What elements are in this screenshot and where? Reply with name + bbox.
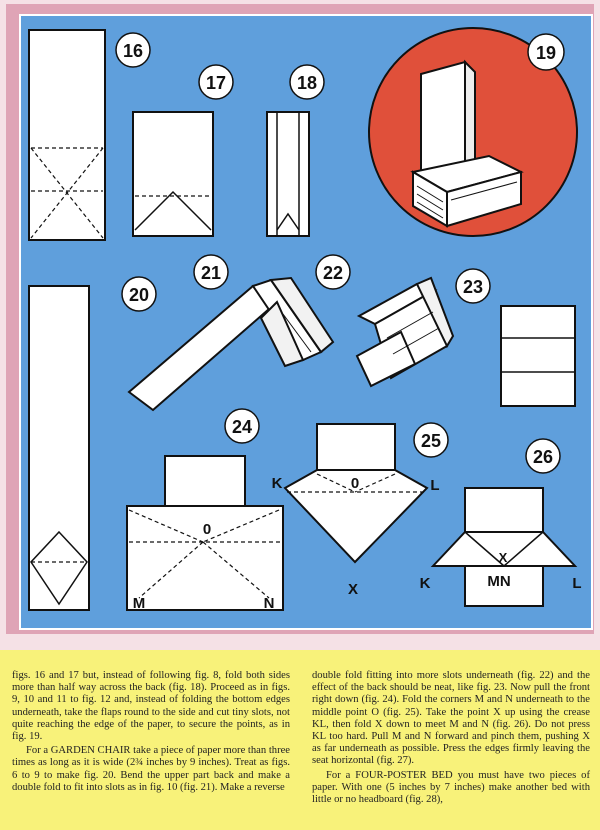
figure-24 (127, 409, 283, 612)
fig-18-number: 18 (296, 73, 318, 93)
fig-19-number: 19 (535, 43, 557, 63)
fig-21-number: 21 (200, 263, 222, 283)
fig-20-number: 20 (128, 285, 150, 305)
fig-26-point-x: X (498, 550, 508, 565)
figure-19 (369, 28, 577, 236)
figure-17 (133, 65, 233, 236)
fig-25-point-l: L (430, 477, 440, 494)
fig-24-point-o: 0 (202, 521, 212, 538)
figure-23 (456, 269, 575, 406)
fig-26-point-l: L (572, 575, 582, 592)
fig-16-number: 16 (122, 41, 144, 61)
figure-21 (129, 255, 333, 410)
fig-26-points-mn: MN (487, 573, 511, 590)
fig-25-point-o: 0 (350, 475, 360, 492)
fig-24-point-n: N (263, 595, 275, 612)
fig-23-number: 23 (462, 277, 484, 297)
fig-26-number: 26 (532, 447, 554, 467)
figure-22 (316, 255, 453, 386)
left-paragraph-2: For a GARDEN CHAIR take a piece of paper more than three times as long as it is wide (2¾ inches by 9 inches). Treat as figs. 6 to 9 to make fig. 20. Bend the upper part back and make a double fold to fit into slots as in fig. 10 (fig. 21). Make a reverse (12, 745, 290, 793)
figure-26 (420, 439, 582, 606)
instructions-text (0, 650, 600, 830)
fig-25-point-k: K (271, 475, 283, 492)
right-paragraph-1: double fold fitting into more slots underneath (fig. 22) and the effect of the back should be neat, like fig. 23. Now pull the front right down (fig. 24). Fold the corners M and N underneath to the middle point O (fig. 25). Take the point X up using the crease KL, then fold X down to meet M and N (fig. 26). Do not press KL too hard. Pull M and N forward and pinch them, pushing X as far underneath as possible. Press the edges firmly leaving the seat horizontal (fig. 27). (312, 670, 590, 767)
right-paragraph-2: For a FOUR-POSTER BED you must have two pieces of paper. With one (5 inches by 7 inches) make another bed with little or no headboard (fig. 28), (312, 769, 590, 806)
fig-24-number: 24 (231, 417, 253, 437)
fig-17-number: 17 (205, 73, 227, 93)
fig-22-number: 22 (322, 263, 344, 283)
figure-18 (267, 65, 324, 236)
diagram-area (19, 14, 593, 630)
fig-25-number: 25 (420, 431, 442, 451)
left-paragraph-1: figs. 16 and 17 but, instead of following fig. 8, fold both sides more than half way across the back (fig. 18). Proceed as in figs. 9, 10 and 11 to fig. 12 and, instead of folding the bottom edges underneath, take the flaps round to the side and cut tiny slots, not quite reaching the edge of the paper, to secure the points, as in fig. 19. (12, 670, 290, 743)
left-column (12, 670, 290, 796)
figure-25 (272, 423, 448, 598)
illustration-frame (6, 4, 594, 634)
figure-16 (29, 30, 150, 240)
fig-24-point-m: M (132, 595, 146, 612)
folding-diagrams (21, 16, 591, 628)
right-column (312, 670, 590, 808)
fig-25-point-x: X (347, 581, 359, 598)
fig-26-point-k: K (419, 575, 431, 592)
